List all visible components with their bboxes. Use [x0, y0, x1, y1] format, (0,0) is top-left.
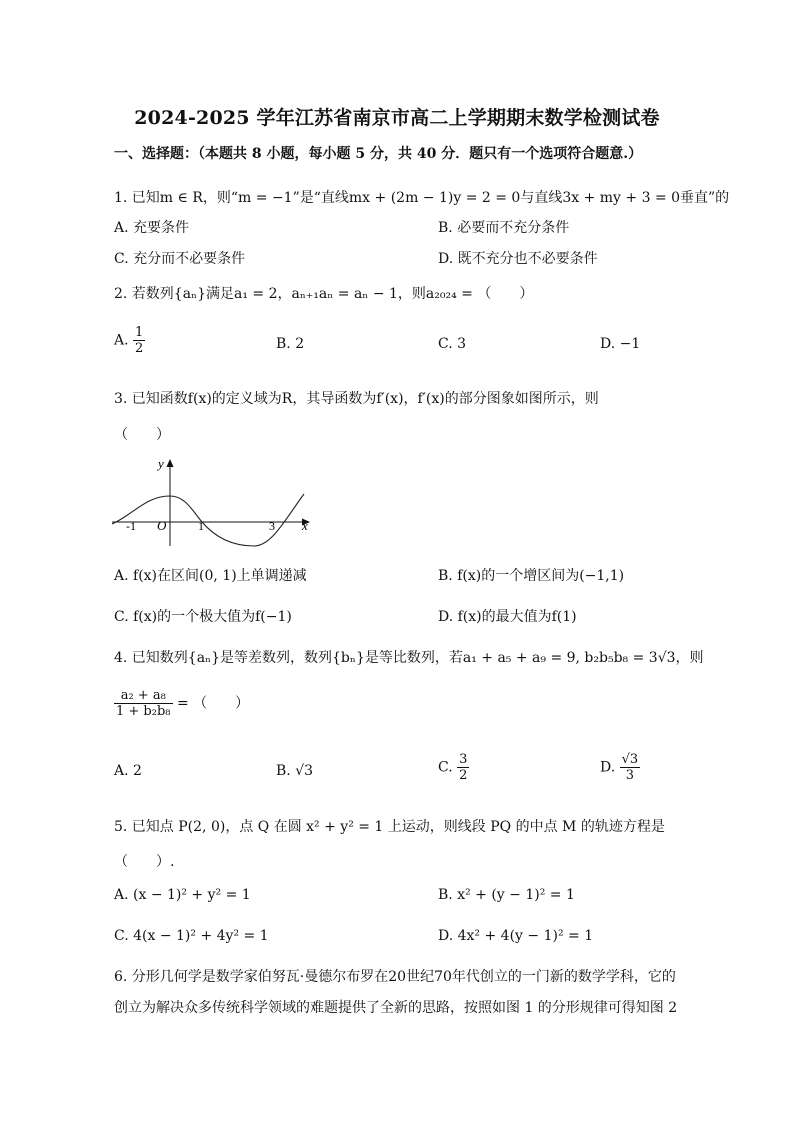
q4-option-c-denominator: 2: [459, 768, 468, 783]
q4-option-c: [438, 752, 469, 783]
section-heading-choice: 一、选择题：（本题共 8 小题，每小题 5 分，共 40 分．题只有一个选项符合题意.）: [114, 146, 643, 162]
q4-option-d-fraction: [620, 752, 641, 783]
q3-graph-y-label: y: [158, 456, 164, 471]
q4-option-d: [600, 752, 640, 783]
q5-stem: 5. 已知点 P(2, 0)，点 Q 在圆 x² + y² = 1 上运动，则线段 PQ 的中点 M 的轨迹方程是: [114, 819, 665, 835]
q4-option-c-fraction: [457, 752, 469, 783]
q3-graph-x-label: x: [302, 518, 308, 533]
q3-option-d: D. f(x)的最大值为f(1): [438, 609, 577, 625]
q6-line-2: 创立为解决众多传统科学领域的难题提供了全新的思路，按照如图 1 的分形规律可得知图 2: [114, 1000, 678, 1016]
q4-option-c-label: C.: [438, 759, 453, 776]
q5-option-c: C. 4(x − 1)² + 4y² = 1: [114, 928, 269, 944]
q3-option-b: B. f(x)的一个增区间为(−1,1): [438, 568, 625, 584]
q4-option-d-numerator: √3: [621, 752, 639, 767]
q4-option-b: B. √3: [276, 763, 314, 779]
exam-title: 2024-2025 学年江苏省南京市高二上学期期末数学检测试卷: [134, 107, 660, 129]
q6-line-1: 6. 分形几何学是数学家伯努瓦·曼德尔布罗在20世纪70年代创立的一门新的数学学科，它的: [114, 969, 676, 985]
q1-stem: 1. 已知m ∈ R，则“m = −1”是“直线mx + (2m − 1)y = 2 = 0与直线3x + my + 3 = 0垂直”的: [114, 190, 730, 206]
q1-option-a: A. 充要条件: [114, 220, 190, 236]
q3-stem: 3. 已知函数f(x)的定义域为R，其导函数为f′(x)，f′(x)的部分图象如图所示，则: [114, 391, 599, 407]
q2-option-a-denominator: 2: [135, 341, 144, 356]
q5-paren: （ ）.: [114, 854, 175, 870]
q3-graph-curve: [112, 494, 304, 546]
q3-option-a: A. f(x)在区间(0, 1)上单调递减: [114, 568, 307, 584]
q3-graph-tick-1: 1: [198, 519, 204, 533]
q4-option-c-numerator: 3: [459, 752, 468, 767]
q5-option-d: D. 4x² + 4(y − 1)² = 1: [438, 928, 594, 944]
q4-expression-fraction: [114, 688, 173, 719]
q2-option-c: C. 3: [438, 336, 467, 352]
q3-option-c: C. f(x)的一个极大值为f(−1): [114, 609, 292, 625]
q2-option-a: [114, 325, 145, 356]
q1-option-d: D. 既不充分也不必要条件: [438, 251, 598, 267]
q2-stem: 2. 若数列{aₙ}满足a₁ = 2，aₙ₊₁aₙ = aₙ − 1，则a₂₀₂₄ = （ ）: [114, 286, 534, 302]
q2-option-a-numerator: 1: [135, 325, 144, 340]
q1-option-c: C. 充分而不必要条件: [114, 251, 246, 267]
q4-option-a: A. 2: [114, 763, 142, 779]
q5-option-b: B. x² + (y − 1)² = 1: [438, 887, 575, 903]
q4-expression: [114, 688, 249, 719]
q2-option-d: D. −1: [600, 336, 641, 352]
q3-graph-origin: O: [157, 518, 167, 533]
q4-expression-tail: = （ ）: [176, 695, 250, 712]
q4-option-d-label: D.: [600, 759, 616, 776]
q4-expression-denominator: 1 + b₂b₈: [116, 704, 171, 719]
q2-option-a-label: A.: [114, 332, 129, 349]
q3-graph-tick-neg1: -1: [126, 519, 136, 533]
q5-option-a: A. (x − 1)² + y² = 1: [114, 887, 251, 903]
q2-option-b: B. 2: [276, 336, 305, 352]
q3-derivative-graph: [110, 452, 320, 550]
q4-stem: 4. 已知数列{aₙ}是等差数列，数列{bₙ}是等比数列，若a₁ + a₅ + a₉ = 9, b₂b₅b₈ = 3√3，则: [114, 650, 704, 666]
q1-option-b: B. 必要而不充分条件: [438, 220, 570, 236]
q2-option-a-fraction: [133, 325, 145, 356]
q3-graph-tick-3: 3: [269, 519, 275, 533]
q4-option-d-denominator: 3: [625, 768, 635, 783]
q4-expression-numerator: a₂ + a₈: [114, 688, 173, 704]
q3-paren: （ ）: [114, 427, 170, 443]
q3-graph-y-arrow: [167, 459, 174, 467]
